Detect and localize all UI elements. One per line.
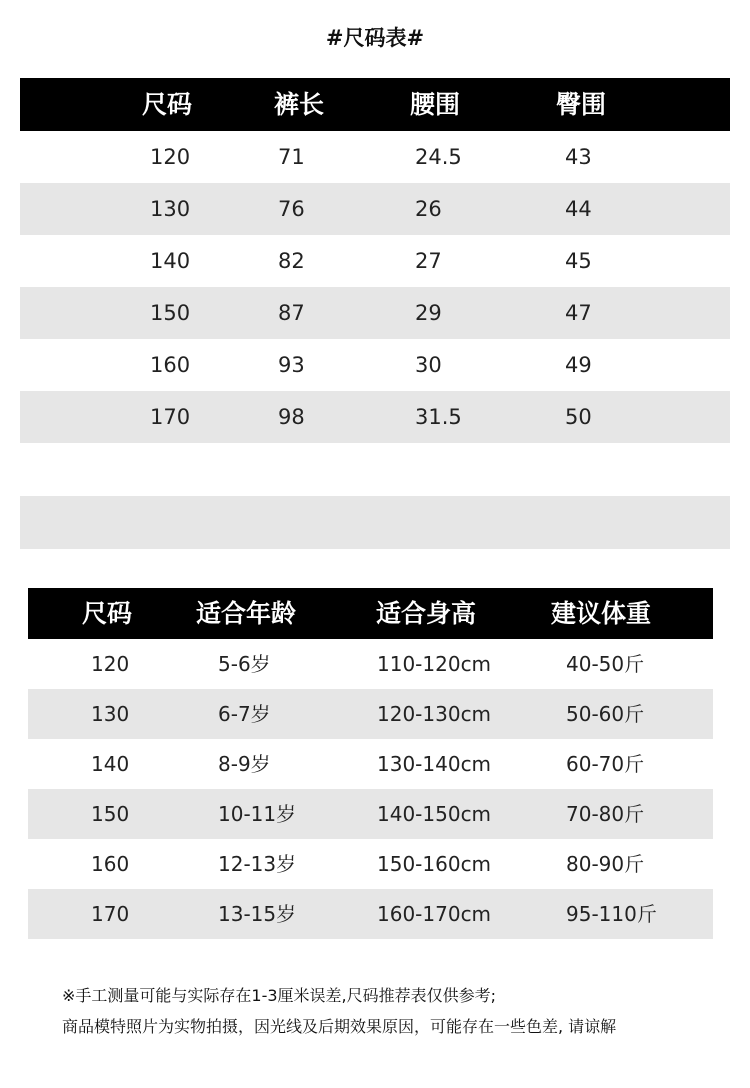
cell-height: 150-160cm — [377, 852, 492, 876]
table-row — [20, 131, 730, 183]
cell-pants-length: 71 — [278, 145, 305, 169]
cell-waist: 26 — [415, 197, 442, 221]
size-measurement-table — [20, 78, 730, 549]
cell-size: 160 — [91, 852, 130, 876]
cell-size: 130 — [150, 197, 191, 221]
header-height: 适合身高 — [376, 599, 477, 628]
cell-weight: 40-50斤 — [566, 652, 645, 676]
cell-age: 8-9岁 — [218, 752, 271, 776]
table-row — [28, 839, 713, 889]
table-row — [28, 739, 713, 789]
cell-hip: 43 — [565, 145, 592, 169]
header-pants-length: 裤长 — [274, 90, 325, 119]
cell-height: 130-140cm — [377, 752, 492, 776]
table-header — [20, 78, 730, 131]
header-age: 适合年龄 — [196, 599, 297, 628]
cell-height: 110-120cm — [377, 652, 492, 676]
cell-age: 12-13岁 — [218, 852, 297, 876]
cell-height: 160-170cm — [377, 902, 492, 926]
cell-pants-length: 98 — [278, 405, 305, 429]
cell-weight: 70-80斤 — [566, 802, 645, 826]
table-row — [20, 391, 730, 443]
cell-hip: 49 — [565, 353, 592, 377]
cell-size: 120 — [91, 652, 130, 676]
cell-size: 160 — [150, 353, 191, 377]
table-row — [28, 889, 713, 939]
table-row — [28, 639, 713, 689]
empty-row — [20, 443, 730, 496]
cell-size: 120 — [150, 145, 191, 169]
cell-weight: 80-90斤 — [566, 852, 645, 876]
cell-weight: 95-110斤 — [566, 902, 657, 926]
color-difference-note: 商品模特照片为实物拍摄，因光线及后期效果原因，可能存在一些色差, 请谅解 — [62, 1017, 617, 1036]
table-row — [28, 689, 713, 739]
table-row — [20, 235, 730, 287]
measurement-note: ※手工测量可能与实际存在1-3厘米误差,尺码推荐表仅供参考; — [62, 986, 497, 1005]
size-recommendation-table — [28, 588, 713, 939]
cell-size: 150 — [150, 301, 191, 325]
cell-size: 130 — [91, 702, 130, 726]
cell-size: 170 — [91, 902, 130, 926]
header-hip: 臀围 — [556, 90, 607, 119]
empty-row — [20, 496, 730, 549]
table-row — [20, 287, 730, 339]
header-size: 尺码 — [142, 90, 193, 119]
table-row — [28, 789, 713, 839]
cell-age: 10-11岁 — [218, 802, 297, 826]
cell-hip: 47 — [565, 301, 592, 325]
cell-size: 170 — [150, 405, 191, 429]
page-title: #尺码表# — [325, 26, 425, 50]
header-weight: 建议体重 — [551, 599, 652, 628]
cell-waist: 31.5 — [415, 405, 462, 429]
cell-age: 13-15岁 — [218, 902, 297, 926]
table-row — [20, 183, 730, 235]
cell-weight: 60-70斤 — [566, 752, 645, 776]
cell-hip: 50 — [565, 405, 592, 429]
table-header — [28, 588, 713, 639]
header-size: 尺码 — [82, 599, 133, 628]
cell-age: 5-6岁 — [218, 652, 271, 676]
cell-pants-length: 76 — [278, 197, 305, 221]
cell-size: 140 — [91, 752, 130, 776]
cell-hip: 44 — [565, 197, 592, 221]
cell-size: 140 — [150, 249, 191, 273]
cell-waist: 29 — [415, 301, 442, 325]
cell-pants-length: 87 — [278, 301, 305, 325]
cell-height: 140-150cm — [377, 802, 492, 826]
cell-hip: 45 — [565, 249, 592, 273]
cell-waist: 24.5 — [415, 145, 462, 169]
cell-pants-length: 82 — [278, 249, 305, 273]
cell-age: 6-7岁 — [218, 702, 271, 726]
table-row — [20, 339, 730, 391]
header-waist: 腰围 — [410, 90, 461, 119]
cell-size: 150 — [91, 802, 130, 826]
cell-height: 120-130cm — [377, 702, 492, 726]
cell-weight: 50-60斤 — [566, 702, 645, 726]
cell-pants-length: 93 — [278, 353, 305, 377]
cell-waist: 30 — [415, 353, 442, 377]
cell-waist: 27 — [415, 249, 442, 273]
